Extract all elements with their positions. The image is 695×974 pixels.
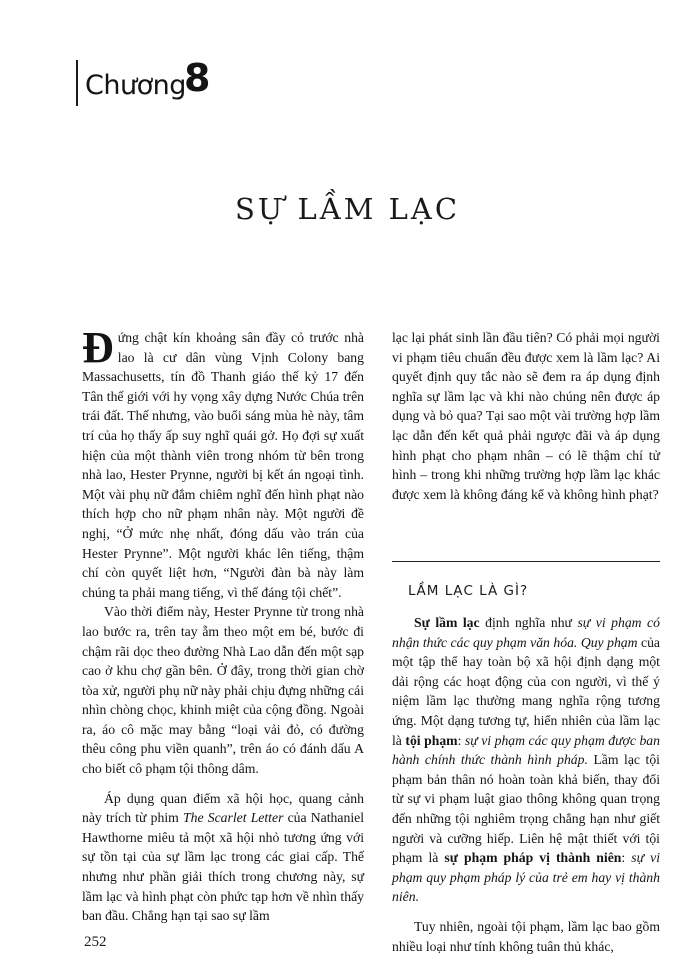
paragraph-2: Vào thời điểm này, Hester Prynne từ trong nhà lao bước ra, trên tay ẵm theo một em bé, bước đi chậm rãi dọc theo đường Nhà Lao dẫn đến một sạp cao ở khu chợ gần bên. Ở đây, trong thời gian chờ tòa xử, người phụ nữ này phải chịu đựng những cái nhìn chòng chọc, khinh miệt của cộng đồng. Ngoài ra, áo cô mặc may bằng “loại vải đỏ, có đường thêu công phu viền quanh”, trên áo có đánh dấu A cho biết cô phạm tội thông dâm. — [82, 604, 364, 777]
intro-paragraph — [82, 323, 364, 602]
def-text-d: Lầm lạc tội phạm bản thân nó hoàn toàn khả biến, thay đổi từ sự vi phạm luật giao thông không quan trọng đến những tội nghiêm trọng chẳng hạn như giết người và cưỡng hiếp. Liên hệ mật thiết với tội phạm là — [392, 752, 660, 866]
paragraph-3 — [82, 789, 364, 926]
right-paragraph-1: lạc lại phát sinh lần đầu tiên? Có phải mọi người vi phạm tiêu chuẩn đều được xem là lầm lạc? Ai quyết định quy tắc nào sẽ đem ra áp dụng định nghĩa sự lầm lạc và khi nào chúng nên được áp dụng và bỏ qua? Tại sao một vài trường hợp lầm lạc dẫn đến kết quả phải ngược đãi và áp dụng hình phạt cho phạm nhân – có lẽ thậm chí tử hình – trong khi những trường hợp lầm lạc khác được xem là không đáng kể và không hình phạt? — [392, 330, 660, 502]
right-column-section — [392, 613, 660, 956]
def-deviance: sự vi phạm có nhận thức các quy phạm văn hóa. Quy phạm — [392, 615, 660, 650]
right-paragraph-3: Tuy nhiên, ngoài tội phạm, lầm lạc bao gồm nhiều loại như tính không tuân thủ khác, — [392, 918, 660, 954]
paragraph-3-text-b: của Nathaniel Hawthorne miêu tả một xã hội nhỏ tương ứng với sự tồn tại của sự lầm lạc trong các giai cấp. Thế nhưng như phần giải thích trong chương này, sự lầm lạc và hình phạt còn phức tạp hơn về nhìn thấy ban đầu. Chẳng hạn tại sao sự lầm — [82, 810, 365, 924]
definition-paragraph — [392, 613, 660, 907]
def-text-a: định nghĩa như — [479, 615, 578, 630]
def-text-e: : — [621, 850, 632, 866]
section-heading: LẦM LẠC LÀ GÌ? — [408, 583, 529, 599]
left-column — [82, 323, 365, 926]
chapter-number: 8 — [184, 56, 211, 100]
term-juvenile: sự phạm pháp vị thành niên — [444, 850, 622, 866]
page-number: 252 — [84, 934, 107, 950]
def-text-b: của một tập thể hay toàn bộ xã hội định dạng một dải rộng các hoạt động của con người, vì thế ý niệm lầm lạc thường mang nghĩa rộng tương ứng. Một dạng tương tự, hiển nhiên của lầm lạc là — [392, 634, 661, 748]
term-crime: tội phạm — [405, 732, 458, 748]
right-column-top — [392, 328, 660, 504]
def-crime: sự vi phạm các quy phạm được ban hành chính thức thành hình pháp. — [392, 732, 660, 768]
def-juvenile: sự vi phạm quy phạm pháp lý của trẻ em hay vị thành niên. — [392, 850, 660, 905]
term-deviance: Sự lầm lạc — [414, 615, 480, 630]
intro-text: ứng chật kín khoảng sân đầy cỏ trước nhà lao là cư dân vùng Vịnh Colony bang Massachusetts, tín đồ Thanh giáo thế kỷ 17 đến Tân thế giới với hy vọng xây dựng Nước Chúa trên trái đất. Thế nhưng, vào buổi sáng mùa hè này, tâm trí của họ thấy ấp suy nghĩ quái gở. Họ đợi sự xuất hiện của một thành viên trong nhóm từ bên trong nhà lao, Hester Prynne, người bị kết án ngoại tình. Một vài phụ nữ đắm chiêm nghĩ đến hình phạt nào thích hợp cho nữ phạm nhân này. Một người đề nghị, “Ở mức nhẹ nhất, đóng dấu vào trán của Hester Prynne”. Một người khác lên tiếng, thậm chí còn quyết liệt hơn, “Người đàn bà này làm chúng ta phải mang tiếng, vì thế đáng tội chết”. — [82, 330, 364, 600]
drop-cap: Đ — [82, 323, 114, 372]
chapter-label: Chương — [85, 70, 186, 101]
paragraph-3-text-a: Áp dụng quan điểm xã hội học, quang cảnh này trích từ phim — [82, 790, 364, 826]
section-divider — [392, 561, 660, 562]
def-text-c: : — [457, 732, 465, 748]
chapter-rule — [76, 60, 78, 106]
chapter-title: SỰ LẦM LẠC — [234, 192, 461, 226]
film-title: The Scarlet Letter — [183, 810, 284, 826]
